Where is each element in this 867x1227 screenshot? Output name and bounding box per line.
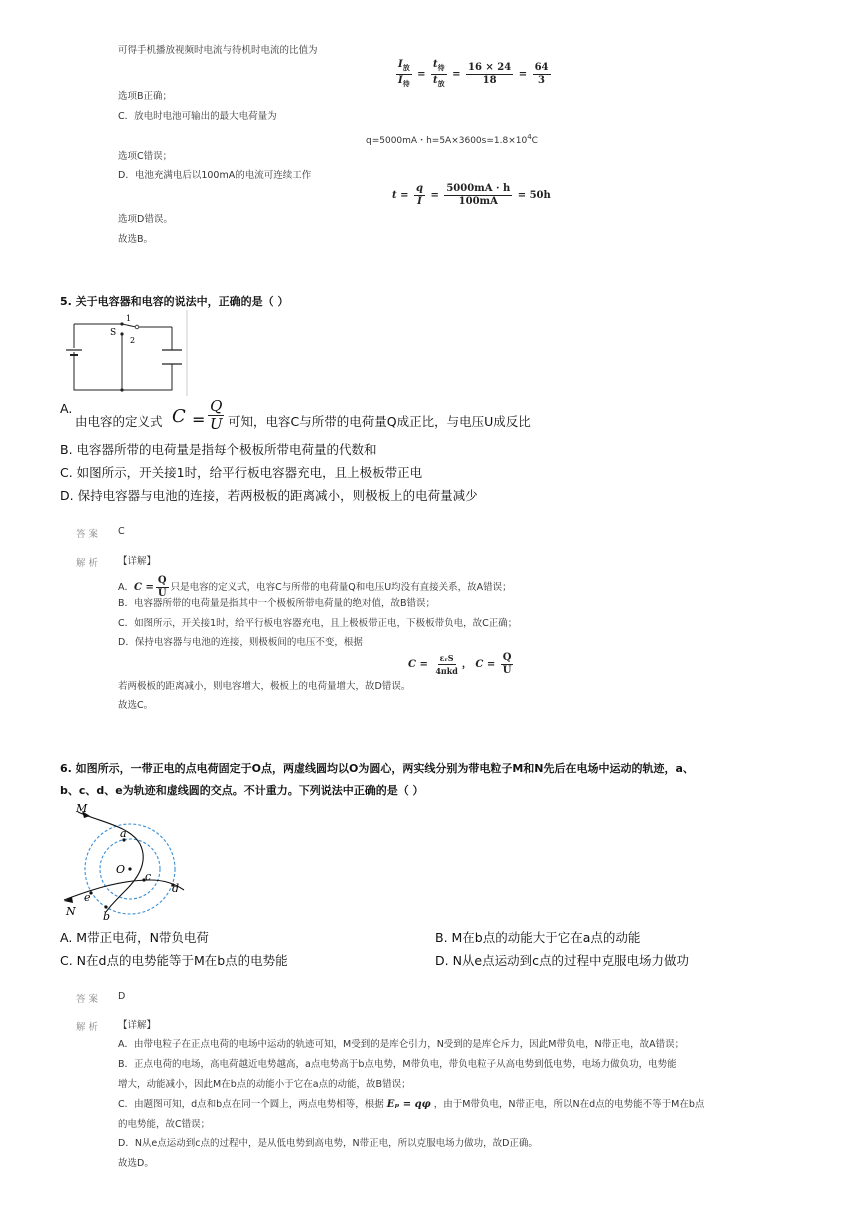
solution-line: A．由带电粒子在正点电荷的电场中运动的轨迹可知，M受到的是库仑引力，N受到的是库仑斥力，因此M带负电，N带正电，故A错误；: [118, 1039, 685, 1050]
label-e: e: [84, 891, 91, 904]
answer-value: D: [118, 991, 126, 1002]
answer-label: 答 案: [76, 529, 99, 540]
label-c: c: [145, 870, 152, 883]
solution-line: A．C = $\frac{Q}{U}$ 只是电容的定义式，电容C与所带的电荷量Q和电压U均没有直接关系，故A错误；: [118, 575, 512, 599]
question-6-title-cont: b、c、d、e为轨迹和虚线圆的交点。不计重力。下列说法中正确的是（ ）: [60, 784, 424, 797]
option-d[interactable]: D. N从e点运动到c点的过程中克服电场力做功: [435, 953, 689, 968]
option-a[interactable]: A. M带正电荷，N带负电荷: [60, 930, 209, 945]
solution-line: 若两极板的距离减小，则电容增大，极板上的电荷量增大，故D错误。: [118, 681, 411, 692]
solution-line: C．由题图可知，d点和b点在同一个圆上，两点电势相等，根据 Eₚ = qφ ，由于M带负电，N带正电，所以N在d点的电势能不等于M在b点: [118, 1099, 705, 1110]
label-O: O: [116, 863, 126, 876]
solution-line: 选项D错误。: [118, 214, 173, 225]
analysis-label: 解 析: [76, 558, 99, 569]
analysis-label: 解 析: [76, 1022, 99, 1033]
question-5-title: 5. 关于电容器和电容的说法中，正确的是（ ）: [60, 295, 289, 308]
solution-line: B．正点电荷的电场，高电荷越近电势越高，a点电势高于b点电势，M带负电，带负电粒子从高电势到低电势，电场力做负功，电势能: [118, 1059, 677, 1070]
solution-line: 可得手机播放视频时电流与待机时电流的比值为: [118, 45, 318, 56]
time-equation: t = $\frac{q}{I}$ = $\frac{5000mA \cdot h}{100mA}$ = 50h: [392, 183, 551, 207]
capacitor-circuit-diagram: [60, 310, 192, 396]
detail-heading: 【详解】: [118, 1020, 157, 1031]
solution-line: D．N从e点运动到c点的过程中，是从低电势到高电势，N带正电，所以克服电场力做功，故D正确。: [118, 1138, 538, 1149]
charge-equation: q=5000mA・$h=5A\times 3600s=1.8\times 10^4C$: [366, 133, 538, 146]
option-c[interactable]: C. N在d点的电势能等于M在b点的电势能: [60, 953, 288, 968]
solution-line: D．保持电容器与电池的连接，则极板间的电压不变，根据: [118, 637, 363, 648]
solution-line: 的电势能，故C错误；: [118, 1119, 211, 1130]
solution-line: C．放电时电池可输出的最大电荷量为: [118, 111, 277, 122]
option-b[interactable]: B. 电容器所带的电荷量是指每个极板所带电荷量的代数和: [60, 442, 377, 457]
solution-line: 选项B正确；: [118, 91, 173, 102]
current-ratio-equation: $\frac{I_放}{I_待}$ = $\frac{t_待}{t_放}$ = $\frac{16 \times 24}{18}$ = $\frac{64}{3}$: [398, 59, 549, 88]
electric-field-diagram: [60, 800, 190, 922]
detail-heading: 【详解】: [118, 556, 157, 567]
solution-line: 增大，动能减小，因此M在b点的动能小于它在a点的动能，故B错误；: [118, 1079, 411, 1090]
label-a: a: [120, 827, 127, 840]
solution-line: C．如图所示，开关接1时，给平行板电容器充电，且上极板带正电，下极板带负电，故C正确；: [118, 618, 518, 629]
switch-label: S: [110, 328, 117, 338]
contact-1-label: 1: [126, 314, 132, 323]
option-b[interactable]: B. M在b点的动能大于它在a点的动能: [435, 930, 641, 945]
label-b: b: [103, 910, 111, 922]
contact-2-label: 2: [130, 336, 136, 345]
answer-label: 答 案: [76, 994, 99, 1005]
solution-line: 选项C错误；: [118, 151, 173, 162]
solution-line: 故选C。: [118, 700, 154, 711]
capacitance-formula: C = $\frac{\text{εᵣS}}{\text{4πkd}}$ ， C = $\frac{Q}{U}$: [408, 652, 512, 676]
answer-value: C: [118, 526, 125, 537]
option-d[interactable]: D. 保持电容器与电池的连接，若两极板的距离减小，则极板上的电荷量减少: [60, 488, 478, 503]
label-M: M: [76, 802, 88, 815]
solution-line: D．电池充满电后以100mA的电流可连续工作: [118, 170, 312, 181]
option-c[interactable]: C. 如图所示，开关接1时，给平行板电容器充电，且上极板带正电: [60, 465, 423, 480]
label-N: N: [66, 905, 76, 918]
label-d: d: [172, 882, 180, 895]
solution-line: B．电容器所带的电荷量是指其中一个极板所带电荷量的绝对值，故B错误；: [118, 598, 436, 609]
solution-line: 故选B。: [118, 234, 154, 245]
question-6-title: 6. 如图所示，一带正电的点电荷固定于O点，两虚线圆均以O为圆心，两实线分别为带电粒子M和N先后在电场中运动的轨迹，a、: [60, 762, 694, 775]
solution-line: 故选D。: [118, 1158, 154, 1169]
